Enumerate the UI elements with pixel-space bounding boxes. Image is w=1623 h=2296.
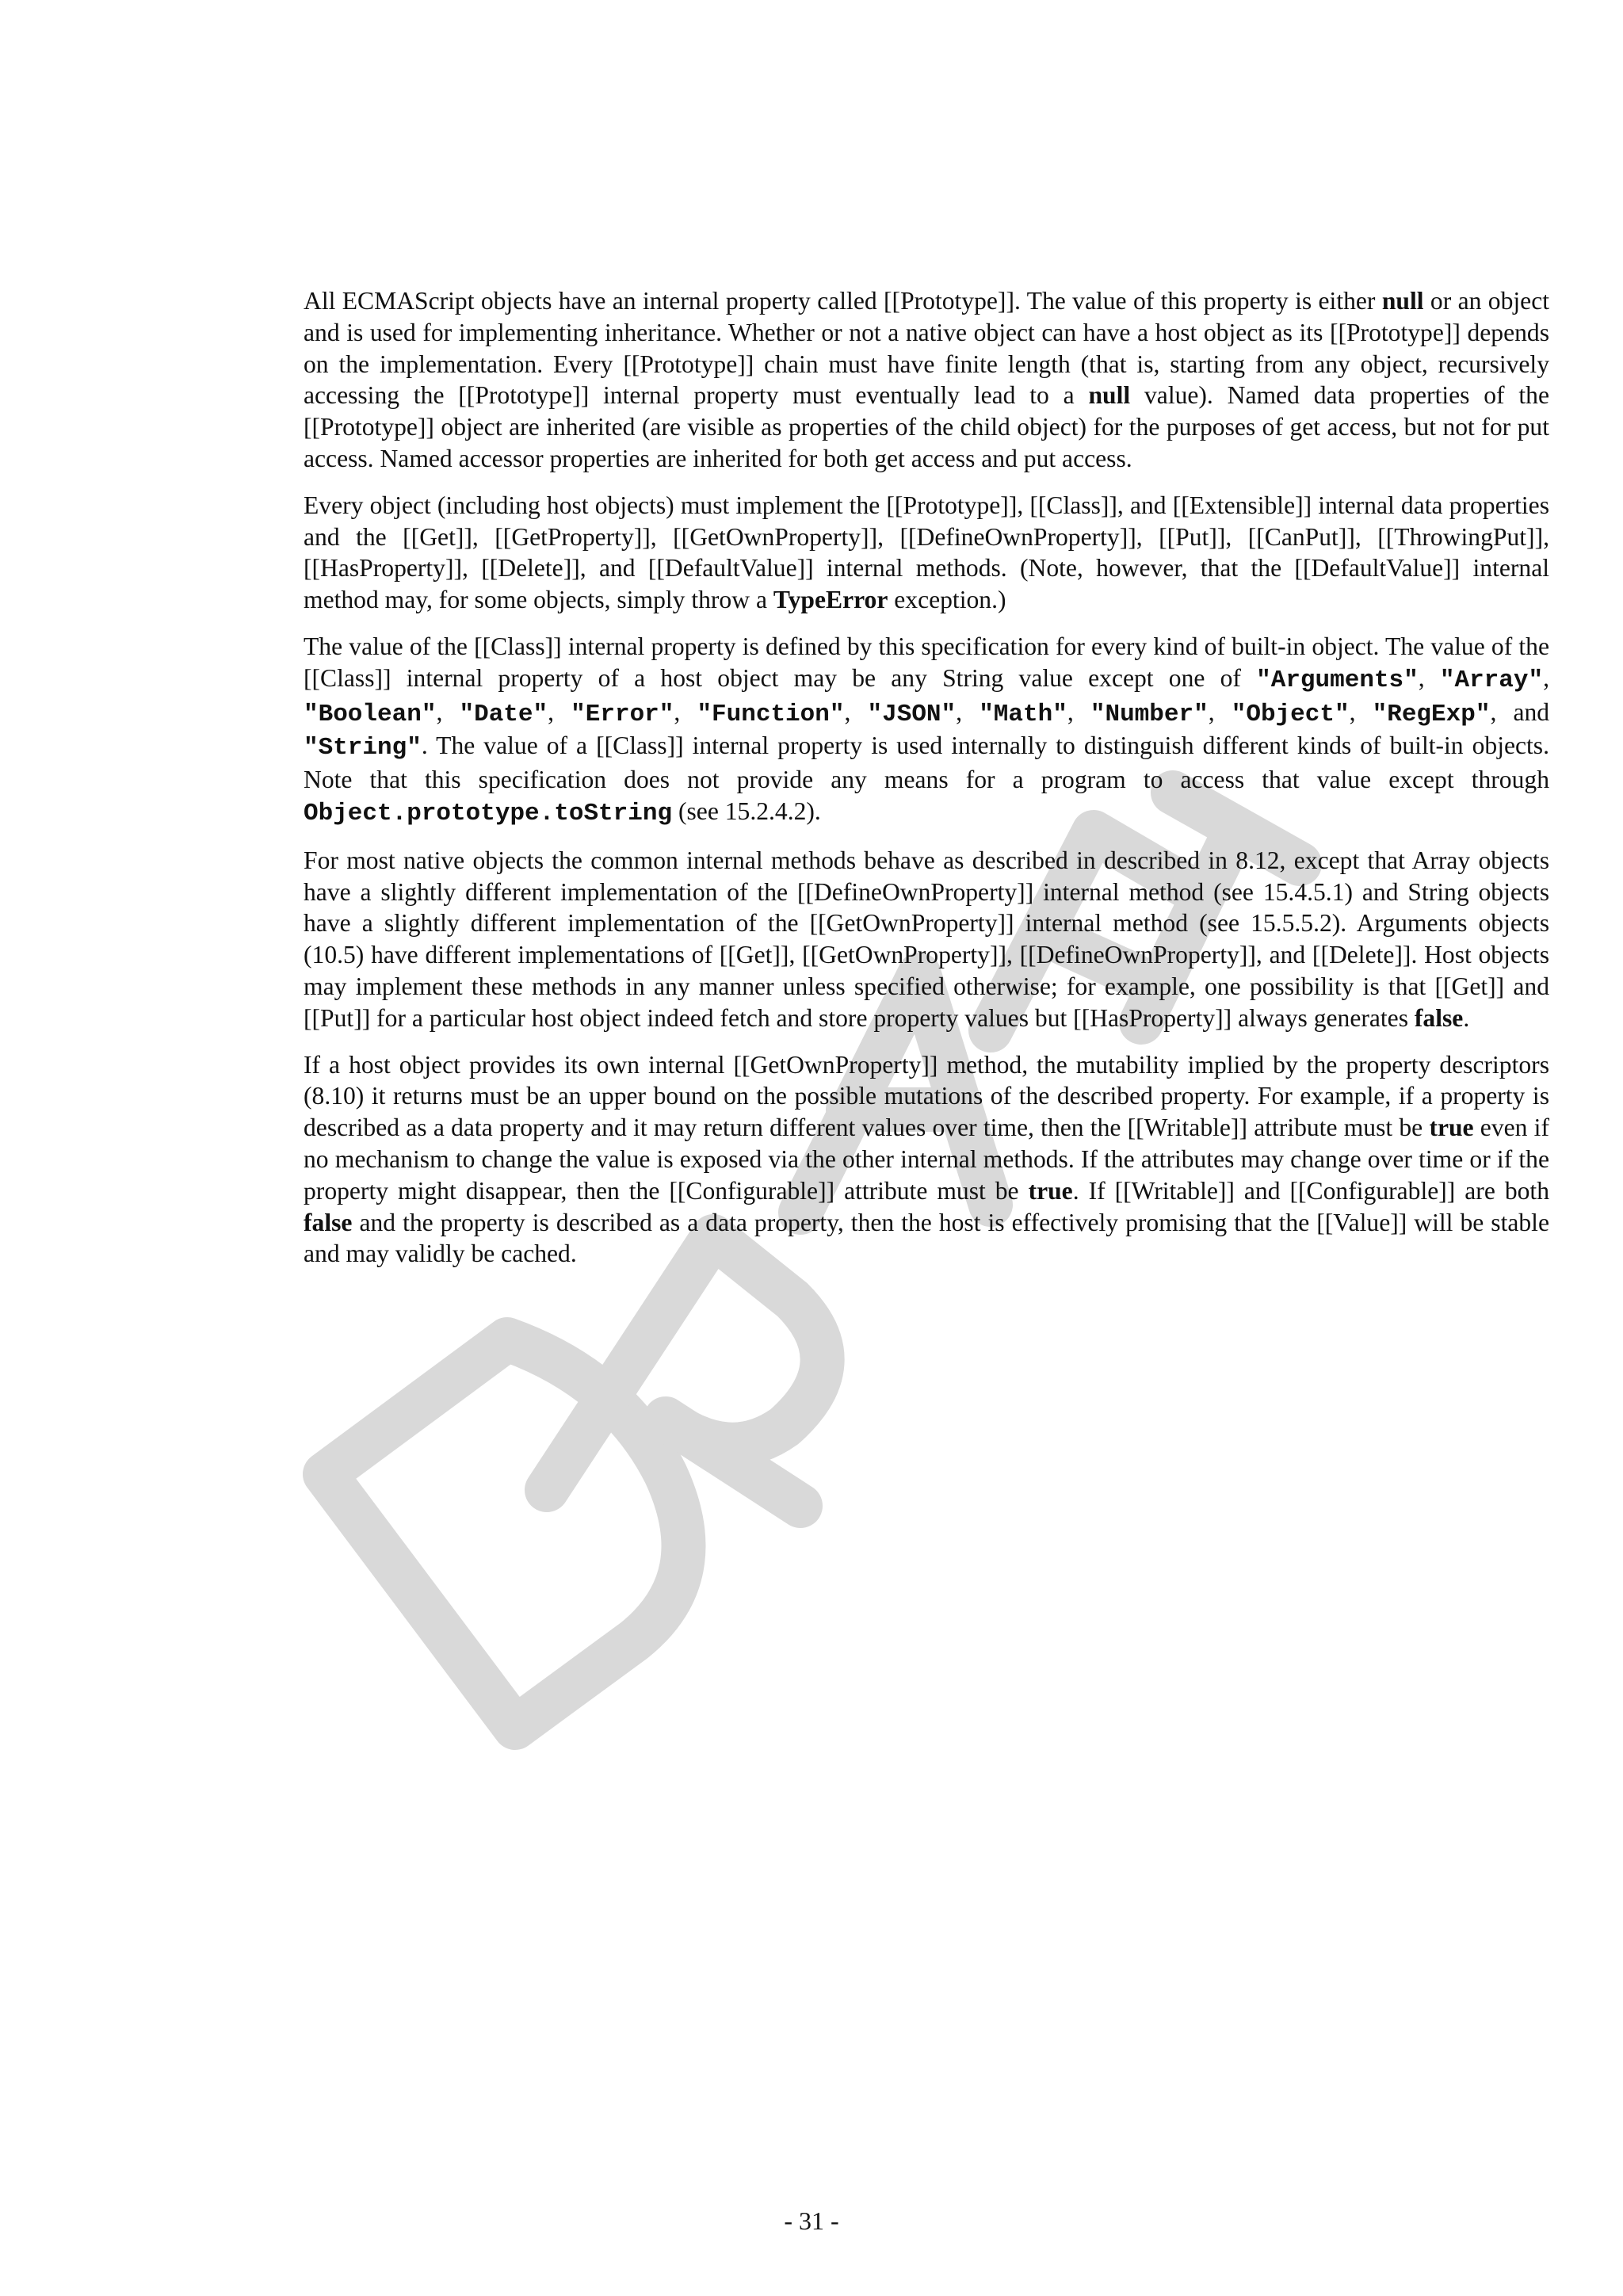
page-number: - 31 - [784,2206,839,2235]
text-run: , and [1490,697,1550,726]
keyword-null: null [1381,287,1424,315]
code-arguments: "Arguments" [1256,666,1419,694]
text-run: value). Named data properties of the [[Prototype]] object are inherited (are visible as properties of the child object) for the purposes of get access, but not for put access. Named accessor properties are inherited for both get access and put access. [304,381,1549,472]
keyword-false: false [1414,1003,1464,1032]
code-array: "Array" [1439,666,1544,694]
code-regexp: "RegExp" [1372,700,1491,728]
keyword-true: true [1429,1114,1474,1142]
keyword-typeerror: TypeError [773,586,888,614]
text-run: . The value of a [[Class]] internal property is used internally to distinguish different kinds of built-in objects. Note that this specification does not provide any means for a program to access that value except through [304,732,1549,794]
paragraph-class-property: The value of the [[Class]] internal property is defined by this specification for every kind of built-in object. The value of the [[Class]] internal property of a host object may be any String value except one of "Arguments", "Array", "Boolean", "Date", "Error", "Function", "JSON", "Math", "Number", "Object", "RegExp", and "String". The value of a [[Class]] internal property is used internally to distinguish different kinds of built-in objects. Note that this specification does not provide any means for a program to access that value except through Object.prototype.toString (see 15.2.4.2). [304,632,1550,827]
text-run: If a host object provides its own internal [[GetOwnProperty]] method, the mutability implied by the property descriptors (8.10) it returns must be an upper bound on the possible mutations of the described property. For example, if a property is described as a data property and it may return different values over time, then the [[Writable]] attribute must be [304,1050,1549,1142]
code-boolean: "Boolean" [304,700,437,728]
page-body [304,285,1549,1285]
keyword-true: true [1028,1176,1073,1205]
text-run: even if no mechanism to change the value is exposed via the other internal methods. If the attributes may change over time or if the property might disappear, then the [[Configurable]] attribute must be [304,1114,1549,1205]
code-math: "Math" [979,700,1067,728]
code-object: "Object" [1231,700,1350,728]
paragraph-required-internals [304,490,1549,616]
paragraph-native-objects [304,845,1549,1034]
code-number: "Number" [1090,700,1209,728]
text-run: The value of the [[Class]] internal property is defined by this specification for every kind of built-in object. The value of the [[Class]] internal property of a host object may be any String value except one of [304,632,1549,692]
text-run: For most native objects the common internal methods behave as described in described in 8.12, except that Array objects have a slightly different implementation of the [[DefineOwnProperty]] internal method (see 15.4.5.1) and String objects have a slightly different implementation of the [[GetOwnProperty]] internal method (see 15.5.5.2). Arguments objects (10.5) have different implementations of [[Get]], [[GetOwnProperty]], [[DefineOwnProperty]], and [[Delete]]. Host objects may implement these methods in any manner unless specified otherwise; for example, one possibility is that [[Get]] and [[Put]] for a particular host object indeed fetch and store property values but [[HasProperty]] always generates [304,846,1549,1032]
paragraph-host-getownproperty [304,1049,1549,1270]
code-error: "Error" [571,700,674,728]
text-run: . If [[Writable]] and [[Configurable]] are both [1072,1176,1549,1205]
paragraph-prototype [304,285,1549,475]
text-run: Every object (including host objects) must implement the [[Prototype]], [[Class]], and [[Extensible]] internal data properties and the [[Get]], [[GetProperty]], [[GetOwnProperty]], [[DefineOwnProperty]], [[Put]], [[CanPut]], [[ThrowingPut]], [[HasProperty]], [[Delete]], and [[DefaultValue]] internal methods. (Note, however, that the [[DefaultValue]] internal method may, for some objects, simply throw a [304,491,1549,614]
text-run: (see 15.2.4.2). [672,797,821,825]
code-object-prototype-tostring: Object.prototype.toString [304,799,673,827]
code-function: "Function" [697,700,845,728]
code-date: "Date" [459,700,548,728]
text-run: and the property is described as a data property, then the host is effectively promising that the [[Value]] will be stable and may validly be cached. [304,1208,1549,1268]
keyword-false: false [304,1208,353,1236]
text-run: exception.) [888,586,1006,614]
text-run: or an object and is used for implementing inheritance. Whether or not a native object can have a host object as its [[Prototype]] depends on the implementation. Every [[Prototype]] chain must have finite length (that is, starting from any object, recursively accessing the [[Prototype]] internal property must eventually lead to a [304,287,1549,410]
code-json: "JSON" [867,700,957,728]
text-run: . [1463,1003,1470,1032]
text-run: All ECMAScript objects have an internal property called [[Prototype]]. The value of this property is either [304,287,1382,315]
code-string: "String" [304,734,422,762]
keyword-null: null [1088,381,1131,410]
